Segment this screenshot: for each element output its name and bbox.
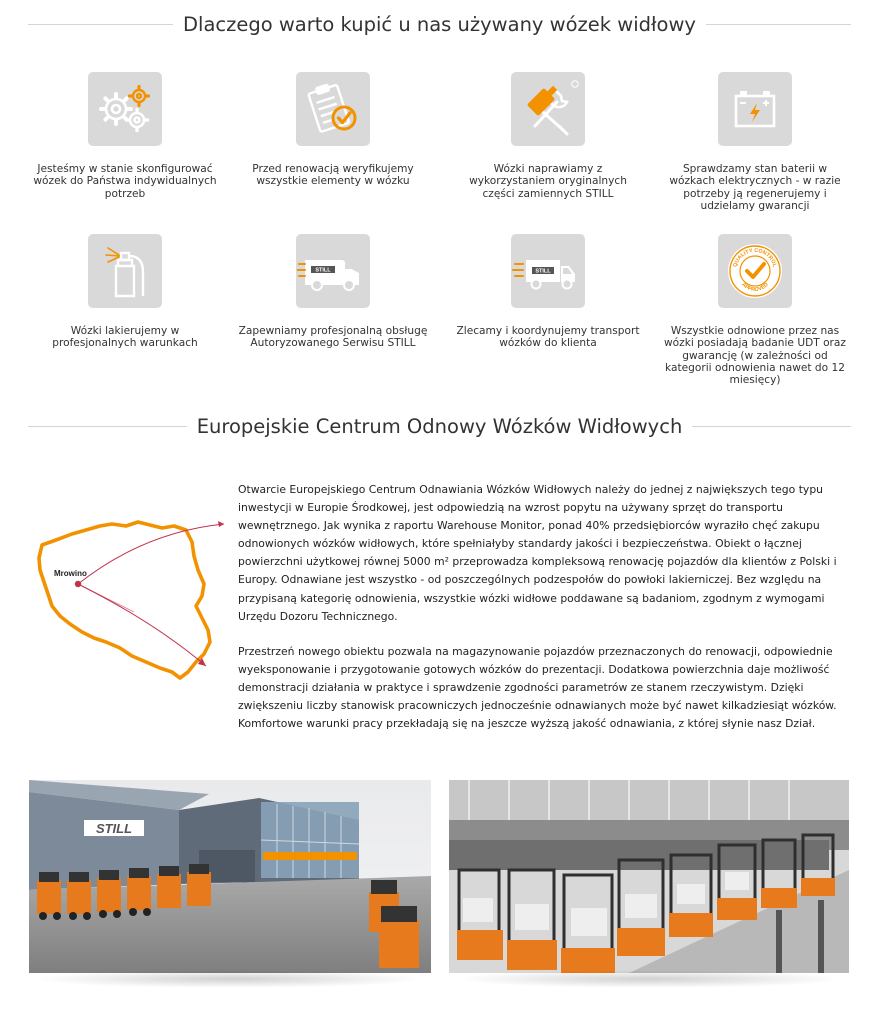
photo-shadow (454, 970, 844, 988)
gears-icon (92, 76, 158, 142)
still-building-sign: STILL (95, 821, 133, 836)
feature-caption: Wózki lakierujemy w profesjonalnych warunkach (52, 325, 198, 350)
heading-divider-left (28, 426, 187, 427)
feature-tile (88, 72, 162, 146)
feature-caption: Zlecamy i koordynujemy transport wózków do klienta (456, 325, 640, 350)
checklist-icon (300, 76, 366, 142)
seal-bottom-text: APPROVED (740, 281, 770, 294)
feature-tile (511, 234, 585, 308)
section-title: Dlaczego warto kupić u nas używany wózek widłowy (183, 13, 696, 36)
article-body (238, 481, 850, 750)
article-paragraph: Otwarcie Europejskiego Centrum Odnawiania Wózków Widłowych należy do jednej z największych tego typu inwestycji w Europie Środkowej, jest odpowiedzią na wzrost popytu na używany sprzęt do transportu wewnętrznego. Jak wynika z raportu Warehouse Monitor, ponad 40% przedsiębiorców wyraziło chęć zakupu odnowionych wózków widłowych, które spełniałyby standardy jakości i bezpieczeństwa. Obiekt o łącznej powierzchni użytkowej równej 5000 m² przeprowadza kompleksową renowację pojazdów dla klientów z Polski i Europy. Odnawiane jest wszystko - od poszczególnych podzespołów do powłoki lakierniczej. Bez względu na przypisaną kategorię odnowienia, wszystkie wózki widłowe poddawane są badaniom, zgodnym z wymogami Urzędu Dozoru Technicznego. (238, 483, 837, 623)
poland-map (34, 512, 230, 684)
feature-item-service (238, 234, 428, 350)
article-paragraph: Przestrzeń nowego obiektu pozwala na magazynowanie pojazdów przeznaczonych do renowacji, odpowiednie wyeksponowanie i przygotowanie gotowych wózków do prezentacji. Dodatkowa powierzchnia daje możliwość demonstracji działania w praktyce i sprawdzenie zgodności parametrów ze stanem rzeczywistym. Dzięki zwiększeniu liczby stanowisk pracowniczych jednocześnie odnawianych może być nawet kilkadziesiąt wózków. Komfortowe warunki pracy przekładają się na jeszcze wyższą jakość odnawiania, z której słynie nasz Dział. (238, 644, 837, 731)
heading-divider-right (692, 426, 851, 427)
feature-caption: Przed renowacją weryfikujemy wszystkie elementy w wózku (252, 163, 414, 188)
feature-caption: Zapewniamy profesjonalną obsługę Autoryzowanego Serwisu STILL (238, 325, 428, 350)
feature-caption: Wózki naprawiamy z wykorzystaniem oryginalnych części zamiennych STILL (469, 163, 627, 200)
section-heading-why-buy (28, 13, 851, 36)
feature-item-warranty (660, 234, 850, 386)
heading-divider-right (706, 24, 851, 25)
feature-caption: Sprawdzamy stan baterii w wózkach elektrycznych - w razie potrzeby ją regenerujemy i udzielamy gwarancji (669, 163, 841, 212)
photo-shadow (34, 970, 426, 988)
tools-icon (515, 76, 581, 142)
feature-tile (718, 234, 792, 308)
feature-tile (296, 72, 370, 146)
feature-tile (511, 72, 585, 146)
feature-item-original-parts (453, 72, 643, 200)
still-truck-logo: STILL (535, 268, 551, 275)
delivery-truck-icon (512, 238, 584, 304)
feature-caption: Jesteśmy w stanie skonfigurować wózek do Państwa indywidualnych potrzeb (33, 163, 217, 200)
feature-tile (88, 234, 162, 308)
feature-item-verify (238, 72, 428, 188)
section-title: Europejskie Centrum Odnowy Wózków Widłowych (196, 415, 683, 438)
battery-icon (722, 76, 788, 142)
feature-item-configure (30, 72, 220, 200)
quality-seal-icon (722, 238, 788, 304)
heading-divider-left (28, 24, 173, 25)
feature-item-battery (660, 72, 850, 212)
section-heading-european-center (28, 415, 851, 438)
seal-top-text: QUALITY CONTROL (732, 247, 778, 268)
service-van-icon (297, 238, 369, 304)
feature-caption: Wszystkie odnowione przez nas wózki posiadają badanie UDT oraz gwarancję (w zależności od kategorii odnowienia nawet do 12 miesięcy) (664, 325, 846, 387)
map-label-mrowino: Mrowino (54, 569, 87, 578)
feature-item-painting (30, 234, 220, 350)
feature-tile (296, 234, 370, 308)
feature-item-transport (453, 234, 643, 350)
feature-tile (718, 72, 792, 146)
photo-building-exterior (29, 780, 431, 973)
photo-forklift-hall (449, 780, 849, 973)
spray-can-icon (92, 238, 158, 304)
still-van-logo: STILL (315, 267, 331, 274)
